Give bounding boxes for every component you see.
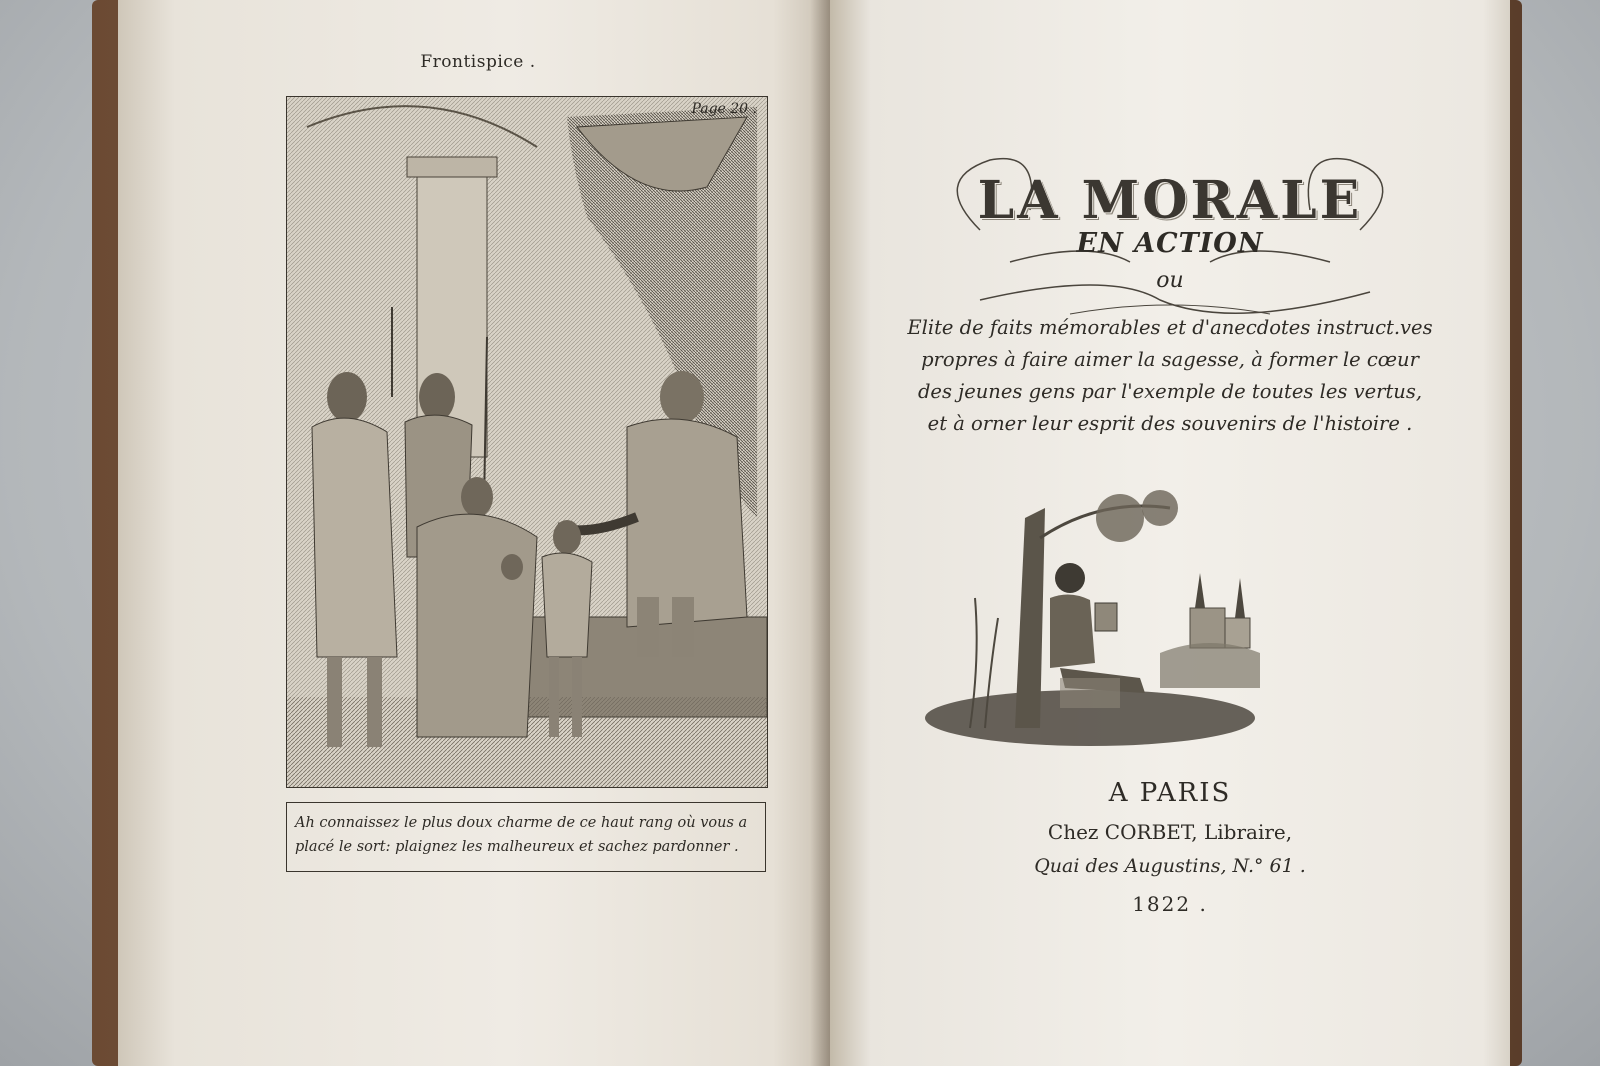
description-line: et à orner leur esprit des souvenirs de l'histoire .	[927, 412, 1413, 435]
title-conjunction: ou	[1156, 268, 1184, 293]
caption-line: placé le sort: plaignez les malheureux et sachez pardonner .	[295, 839, 739, 855]
imprint-year: 1822 .	[1132, 892, 1208, 916]
description-line: Elite de faits mémorables et d'anecdotes instruct.ves	[907, 316, 1433, 339]
frontispiece-label: Frontispice .	[420, 52, 536, 72]
imprint-address: Quai des Augustins, N.° 61 .	[1034, 855, 1306, 877]
book-title: LA MORALE	[977, 170, 1363, 231]
caption-line: Ah connaissez le plus doux charme de ce haut rang où vous a	[295, 815, 748, 831]
reading-boy-vignette	[920, 478, 1260, 753]
imprint-publisher: Chez CORBET, Libraire,	[1047, 820, 1293, 844]
description-line: propres à faire aimer la sagesse, à former le cœur	[921, 348, 1419, 371]
left-page	[118, 0, 830, 1066]
plate-page-reference: Page 20 .	[691, 101, 757, 117]
description-line: des jeunes gens par l'exemple de toutes les vertus,	[917, 380, 1423, 403]
imprint-city: A PARIS	[1108, 778, 1232, 808]
engraving-illustration	[287, 97, 767, 787]
engraving-plate	[286, 96, 768, 788]
book-subtitle: EN ACTION	[1076, 228, 1264, 259]
plate-caption	[286, 802, 766, 872]
